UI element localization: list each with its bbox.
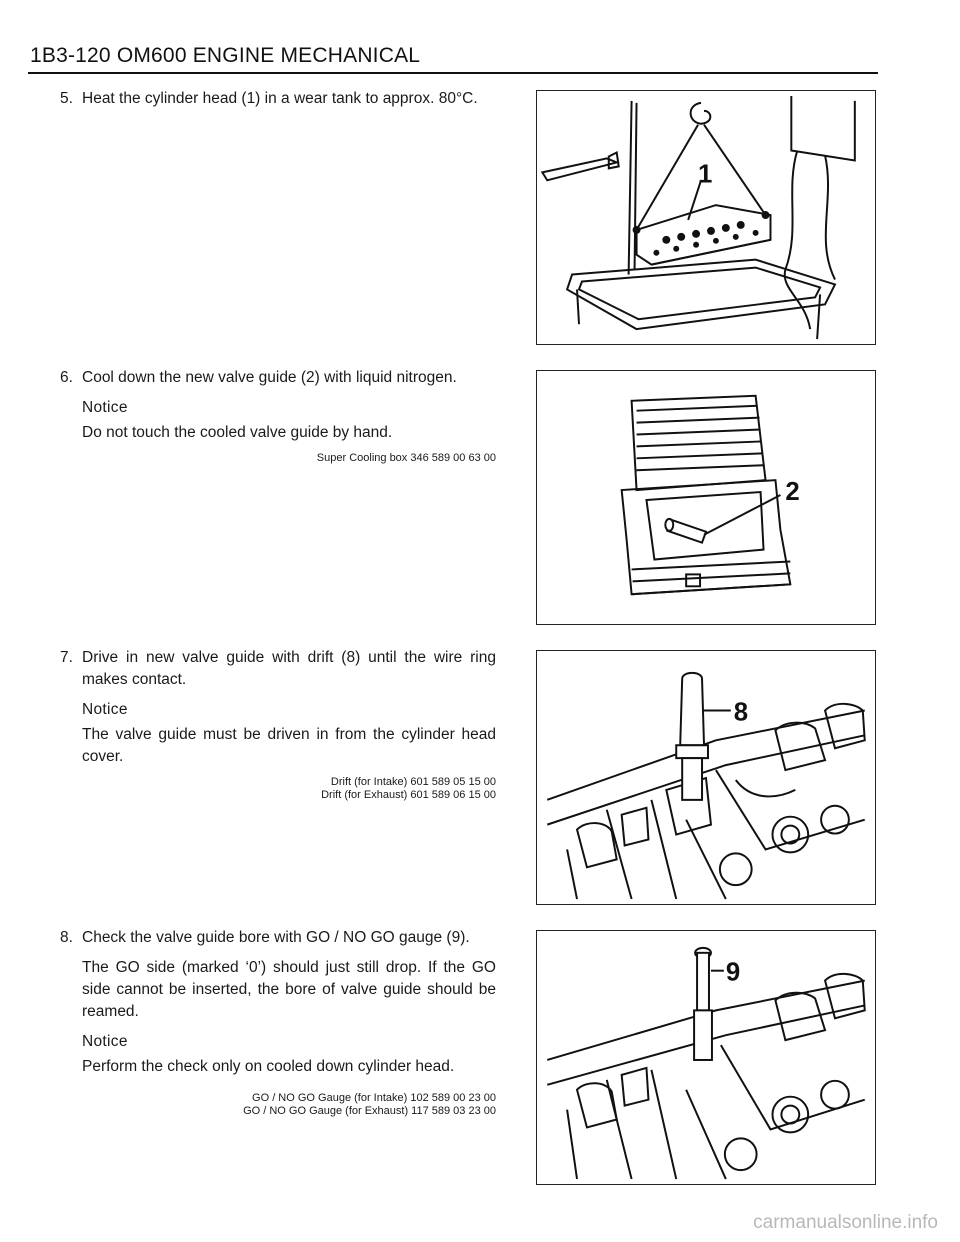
notice-text: Do not touch the cooled valve guide by hand. [82, 424, 393, 441]
notice-text: The valve guide must be driven in from the cylinder head cover. [82, 726, 496, 765]
step-number: 8. [60, 929, 73, 946]
figure-callout: 9 [725, 958, 741, 987]
tool-item: Drift (for Exhaust) 601 589 06 15 00 [321, 789, 496, 801]
illustration-cooling-box [537, 371, 875, 624]
step-8 [60, 927, 496, 1118]
step-text: Heat the cylinder head (1) in a wear tank to approx. 80°C. [82, 90, 478, 107]
footer-watermark: carmanualsonline.info [753, 1212, 938, 1233]
step-7 [60, 647, 496, 802]
figure-cylinder-head-tank [536, 90, 876, 345]
tool-item: Super Cooling box 346 589 00 63 00 [316, 452, 496, 464]
tool-item: GO / NO GO Gauge (for Exhaust) 117 589 03 23 00 [243, 1105, 496, 1117]
step-number: 7. [60, 649, 73, 666]
header-rule [28, 72, 878, 74]
figure-go-gauge [536, 930, 876, 1185]
tool-ref [82, 776, 496, 802]
tool-ref [82, 1092, 496, 1118]
step-text: Check the valve guide bore with GO / NO GO gauge (9). [82, 929, 470, 946]
figure-drift [536, 650, 876, 905]
step-detail: The GO side (marked ‘0’) should just still drop. If the GO side cannot be inserted, the bore of valve guide should be reamed. [82, 959, 496, 1020]
figure-cooling-box [536, 370, 876, 625]
step-text: Cool down the new valve guide (2) with liquid nitrogen. [82, 369, 457, 386]
tool-ref [82, 452, 496, 465]
step-6 [60, 367, 496, 465]
tool-item: Drift (for Intake) 601 589 05 15 00 [330, 776, 496, 788]
step-number: 6. [60, 369, 73, 386]
step-number: 5. [60, 90, 73, 107]
illustration-drift [537, 651, 875, 904]
notice-label: Notice [82, 701, 128, 718]
notice-label: Notice [82, 399, 128, 416]
page-title: 1B3-120 OM600 ENGINE MECHANICAL [30, 44, 421, 67]
step-text: Drive in new valve guide with drift (8) until the wire ring makes contact. [82, 649, 496, 688]
tool-item: GO / NO GO Gauge (for Intake) 102 589 00 23 00 [252, 1092, 496, 1104]
illustration-cylinder-head-tank [537, 91, 875, 344]
figure-callout: 2 [785, 477, 800, 506]
notice-text: Perform the check only on cooled down cylinder head. [82, 1058, 455, 1075]
illustration-go-gauge [537, 931, 875, 1184]
notice-label: Notice [82, 1033, 128, 1050]
figure-callout: 1 [698, 160, 713, 189]
figure-callout: 8 [733, 698, 749, 727]
step-5 [60, 88, 496, 118]
